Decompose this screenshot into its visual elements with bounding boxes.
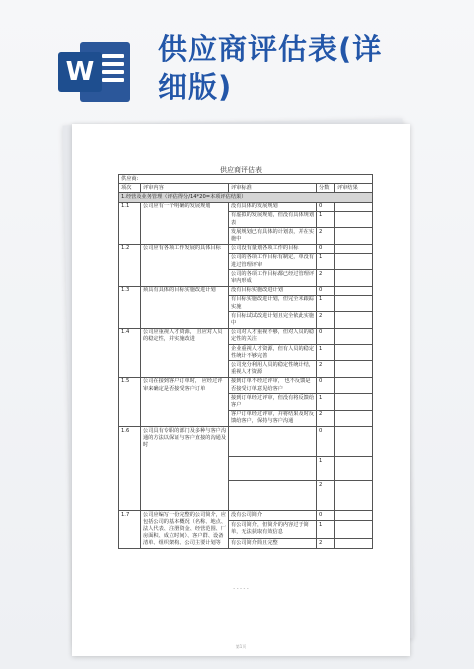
header-item-no: 项次: [119, 184, 141, 193]
criterion-cell: 没有具体的发展规划: [229, 202, 317, 211]
score-cell: 2: [317, 361, 335, 377]
score-cell: 2: [317, 481, 335, 511]
item-number: 1.5: [119, 377, 141, 426]
score-cell: 2: [317, 410, 335, 426]
page-title-line1: 供应商评估表(详: [158, 32, 383, 66]
footer-marks: - - - - -: [233, 586, 249, 592]
score-cell: 0: [317, 328, 335, 344]
score-cell: 0: [317, 511, 335, 521]
page-number: 第1页: [235, 644, 247, 649]
table-row: [119, 377, 373, 393]
result-cell[interactable]: [335, 377, 373, 393]
item-number: 1.2: [119, 244, 141, 286]
criterion-cell: 接到订单不经过评审， 也不反馈是否接受订单意见给客户: [229, 377, 317, 393]
criterion-cell: 公司没有量划各项工作的目标: [229, 244, 317, 253]
criterion-cell: 接到订单经过评审，但没有将反馈给客户: [229, 394, 317, 410]
score-cell: 0: [317, 427, 335, 457]
header-score: 分数: [317, 184, 335, 193]
item-number: 1.6: [119, 427, 141, 511]
result-cell[interactable]: [335, 410, 373, 426]
criterion-cell: [229, 427, 317, 457]
score-cell: 2: [317, 539, 335, 549]
score-cell: 2: [317, 270, 335, 286]
score-cell: 1: [317, 253, 335, 269]
evaluation-table: [118, 174, 373, 549]
page-title: [158, 30, 382, 106]
word-document-icon: [58, 38, 132, 106]
supplier-row: [119, 175, 373, 184]
score-cell: 0: [317, 377, 335, 393]
item-number: 1.7: [119, 511, 141, 549]
criterion-cell: 发展规划已有具体的计划表，并在实施中: [229, 228, 317, 244]
table-row: [119, 511, 373, 521]
item-content: 公司应有一个明确的发展规划: [141, 202, 229, 244]
section-title: 1.经营及业务管理（评估得分/14*20=本项评估结果）: [119, 193, 373, 202]
criterion-cell: 客户订单经过评审，并将结果及时反馈给客户，保持与客户沟通: [229, 410, 317, 426]
result-cell[interactable]: [335, 394, 373, 410]
criterion-cell: 有目标试试改进计划且完全依此实施中: [229, 312, 317, 328]
header-criteria: 评审标准: [229, 184, 317, 193]
table-row: [119, 286, 373, 295]
page-title-line2: 细版): [158, 70, 233, 104]
result-cell[interactable]: [335, 361, 373, 377]
table-row: [119, 244, 373, 253]
score-cell: 0: [317, 202, 335, 211]
result-cell[interactable]: [335, 286, 373, 295]
result-cell[interactable]: [335, 511, 373, 521]
criterion-cell: [229, 481, 317, 511]
section-row: [119, 193, 373, 202]
score-cell: 1: [317, 457, 335, 481]
item-number: 1.3: [119, 286, 141, 328]
criterion-cell: 公司的各项工作目标都已经过管理评审内形成: [229, 270, 317, 286]
table-header-row: [119, 184, 373, 193]
criterion-cell: 没有目标实施改进计划: [229, 286, 317, 295]
criterion-cell: 没有公司简介: [229, 511, 317, 521]
result-cell[interactable]: [335, 521, 373, 539]
result-cell[interactable]: [335, 211, 373, 227]
criterion-cell: 有公司简介简且完整: [229, 539, 317, 549]
score-cell: 1: [317, 521, 335, 539]
score-cell: 1: [317, 345, 335, 361]
item-content: 公司应重视人才资源， 且应对人员的稳定性，并实施改进: [141, 328, 229, 377]
criterion-cell: 企业重视人才资源，但有人员的稳定性统计不够完善: [229, 345, 317, 361]
table-row: [119, 427, 373, 457]
item-number: 1.4: [119, 328, 141, 377]
criterion-cell: 公司对人才重视不够，但对人员的稳定性的关注: [229, 328, 317, 344]
criterion-cell: 有公司简介，但简介的内容过于简单，无法获取有效信息: [229, 521, 317, 539]
result-cell[interactable]: [335, 202, 373, 211]
result-cell[interactable]: [335, 253, 373, 269]
score-cell: 0: [317, 244, 335, 253]
score-cell: 2: [317, 312, 335, 328]
result-cell[interactable]: [335, 539, 373, 549]
result-cell[interactable]: [335, 270, 373, 286]
word-icon-lines: [102, 54, 124, 90]
table-row: [119, 328, 373, 344]
result-cell[interactable]: [335, 328, 373, 344]
word-icon-letter: W: [58, 52, 102, 92]
criterion-cell: [229, 457, 317, 481]
score-cell: 1: [317, 394, 335, 410]
header-result: 评审结果: [335, 184, 373, 193]
item-content: 公司应有各项工作发展的具体目标: [141, 244, 229, 286]
result-cell[interactable]: [335, 228, 373, 244]
item-content: 公司具有专职的部门及多种与客户沟通的方法以保证与客户直接的沟通及时: [141, 427, 229, 511]
item-content: 公司在接到客户订单时， 应经过评审来确定是否接受客户订单: [141, 377, 229, 426]
criterion-cell: 公司充分利用人员的稳定性统计结，重视人才资源: [229, 361, 317, 377]
criterion-cell: 有目标实施改进计划，但完全未跟踪实施: [229, 295, 317, 311]
item-content: 公司应编写一份完整的公司简介，应包括公司的基本概况（名称、地点、法人代表、注册资金、经营范围、厂房面积、成立时间）、客户群、设备清单、组织架构、公司主要计划等: [141, 511, 229, 549]
result-cell[interactable]: [335, 481, 373, 511]
result-cell[interactable]: [335, 244, 373, 253]
criterion-cell: 公司的各项工作目标有制定，单没有进过管理评审: [229, 253, 317, 269]
result-cell[interactable]: [335, 427, 373, 457]
document-page: [72, 124, 410, 656]
result-cell[interactable]: [335, 312, 373, 328]
table-row: [119, 202, 373, 211]
header-content: 评审内容: [141, 184, 229, 193]
score-cell: 0: [317, 286, 335, 295]
score-cell: 1: [317, 211, 335, 227]
result-cell[interactable]: [335, 295, 373, 311]
result-cell[interactable]: [335, 345, 373, 361]
document-title: 供应商评估表: [220, 166, 262, 174]
item-content: 须具有具体的目标实施改进计划: [141, 286, 229, 328]
score-cell: 1: [317, 295, 335, 311]
criterion-cell: 有虚拟的发展规划，但没有具体规划表: [229, 211, 317, 227]
score-cell: 2: [317, 228, 335, 244]
result-cell[interactable]: [335, 457, 373, 481]
header-banner: [0, 0, 474, 118]
supplier-label: 供应商:: [119, 175, 373, 184]
item-number: 1.1: [119, 202, 141, 244]
